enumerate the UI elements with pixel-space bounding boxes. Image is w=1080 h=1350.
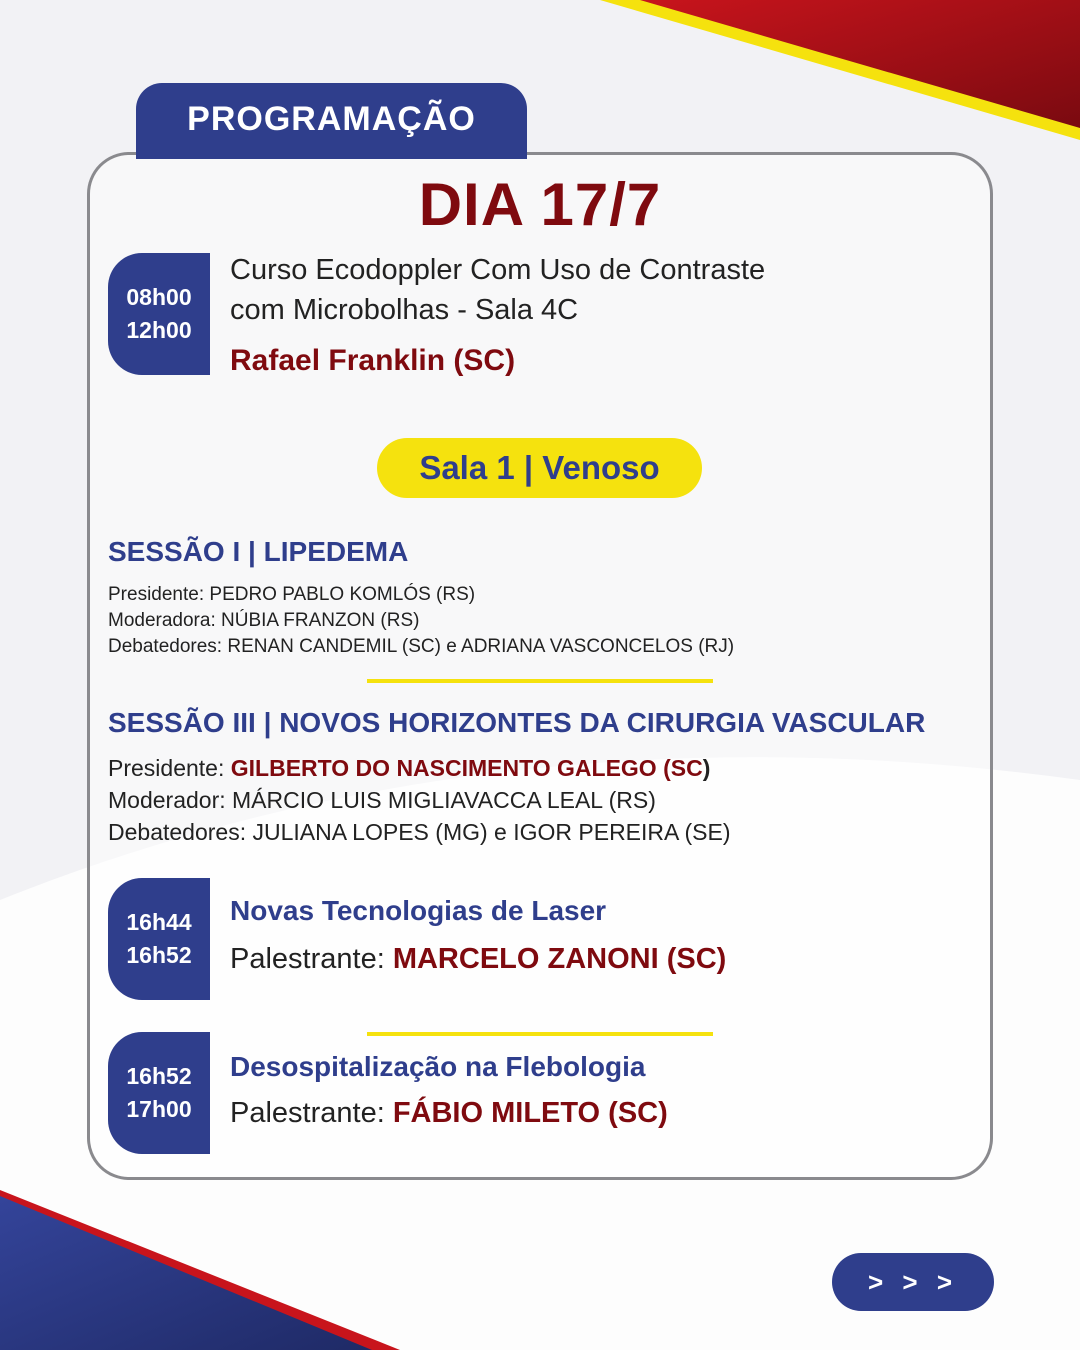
session3-president-close: ) (702, 755, 711, 781)
talk2-start-time: 16h52 (126, 1063, 192, 1089)
talk2-speaker-line (230, 1093, 668, 1133)
session3-moderator: Moderador: MÁRCIO LUIS MIGLIAVACCA LEAL (RS) (108, 787, 656, 813)
talk2-end-time: 17h00 (126, 1096, 192, 1122)
course-title-line2: com Microbolhas - Sala 4C (230, 294, 579, 326)
divider (367, 679, 713, 683)
session1-title: SESSÃO I | LIPEDEMA (108, 536, 409, 567)
tab-label: PROGRAMAÇÃO (187, 100, 476, 138)
talk1-title: Novas Tecnologias de Laser (230, 895, 607, 926)
session1-president: Presidente: PEDRO PABLO KOMLÓS (RS) (108, 584, 476, 605)
talk1-speaker-line (230, 939, 726, 979)
session3-title: SESSÃO III | NOVOS HORIZONTES DA CIRURGIA VASCULAR (108, 707, 926, 738)
course-title (230, 250, 765, 330)
talk1-time-badge (108, 878, 210, 1000)
course-title-line1: Curso Ecodoppler Com Uso de Contraste (230, 254, 766, 286)
course-time-badge (108, 253, 210, 375)
session3-debaters: Debatedores: JULIANA LOPES (MG) e IGOR PEREIRA (SE) (108, 819, 731, 845)
course-speaker: Rafael Franklin (SC) (230, 344, 516, 377)
talk2-title: Desospitalização na Flebologia (230, 1051, 646, 1082)
talk2-speaker: FÁBIO MILETO (SC) (392, 1097, 668, 1129)
divider (367, 1032, 713, 1036)
session3-president (108, 752, 710, 784)
course-end-time: 12h00 (126, 317, 192, 343)
talk1-speaker: MARCELO ZANONI (SC) (392, 943, 727, 975)
room-label: Sala 1 | Venoso (419, 449, 660, 486)
talk1-speaker-label: Palestrante: (230, 943, 393, 975)
course-start-time: 08h00 (126, 284, 192, 310)
session3-president-label: Presidente: (108, 755, 231, 781)
talk2-time-badge (108, 1032, 210, 1154)
session1-moderator: Moderadora: NÚBIA FRANZON (RS) (108, 610, 420, 631)
next-button[interactable] (832, 1253, 994, 1311)
talk2-speaker-label: Palestrante: (230, 1097, 393, 1129)
talk1-end-time: 16h52 (126, 942, 192, 968)
session1-debaters: Debatedores: RENAN CANDEMIL (SC) e ADRIANA VASCONCELOS (RJ) (108, 636, 735, 657)
next-label: > > > (868, 1266, 958, 1297)
programacao-tab (136, 83, 527, 159)
talk1-start-time: 16h44 (126, 909, 192, 935)
day-title: DIA 17/7 (418, 171, 662, 238)
session3-president-name: GILBERTO DO NASCIMENTO GALEGO (SC (230, 755, 703, 781)
room-badge (377, 438, 702, 498)
